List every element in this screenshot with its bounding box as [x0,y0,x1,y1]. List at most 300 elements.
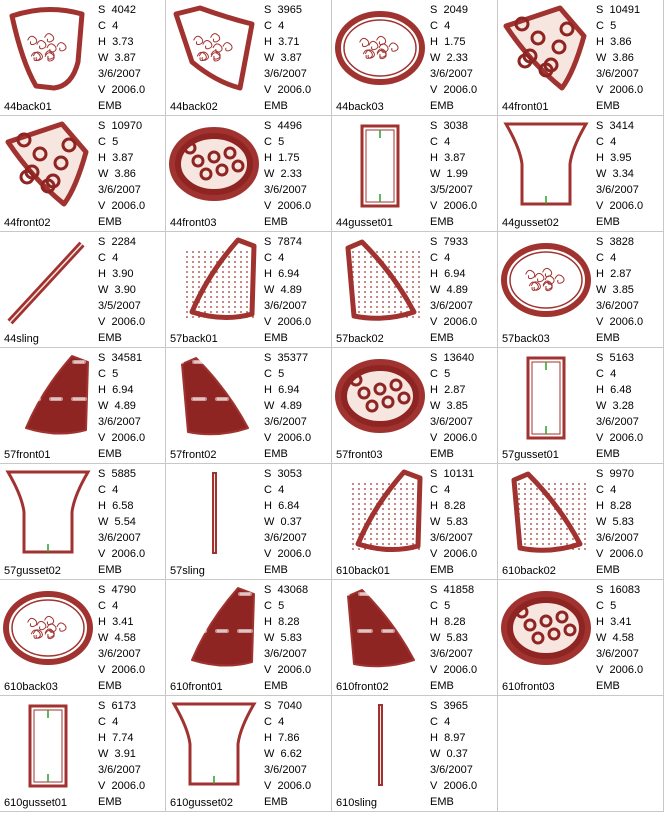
color-count [430,366,477,382]
version-value [430,82,477,98]
stat-value: 2006.0 [111,200,146,212]
design-filename: 57gusset02 [4,565,61,577]
stat-value: 3.41 [610,616,632,628]
file-type: EMB [264,332,288,344]
color-count [430,714,477,730]
stat-value: 3.73 [112,36,134,48]
design-stats [596,234,643,346]
width-value [264,166,311,182]
embroidery-thumbnail [168,118,260,210]
stat-value: 6.94 [278,384,300,396]
stat-label: H [596,616,604,628]
date-value: 3/6/2007 [596,68,639,80]
embroidery-thumbnail [334,582,426,674]
design-tile[interactable] [0,580,166,696]
height-value [264,614,311,630]
design-tile[interactable] [332,116,498,232]
design-filename: 610sling [336,797,377,809]
version-value [430,546,477,562]
design-tile[interactable] [332,696,498,812]
width-value [98,282,145,298]
stitch-count [596,118,643,134]
stat-label: S [430,236,438,248]
stat-value: 4 [278,252,285,264]
stat-value: 10131 [443,468,475,480]
embroidery-thumbnail [500,234,592,326]
file-type: EMB [430,216,454,228]
stat-label: V [264,200,272,212]
stat-label: V [430,432,438,444]
design-stats [264,466,311,578]
design-tile[interactable] [332,0,498,116]
stat-value: 6.94 [112,384,134,396]
embroidery-thumbnail [334,234,426,326]
color-count [98,134,145,150]
design-stats [596,466,643,578]
stat-label: H [596,36,604,48]
stat-label: H [264,384,272,396]
version-value [98,198,145,214]
design-filename: 44back01 [4,101,52,113]
embroidery-thumbnail [168,234,260,326]
height-value [98,34,145,50]
design-stats [430,350,477,462]
height-value [596,150,643,166]
design-tile[interactable] [166,0,332,116]
stat-value: 4 [112,716,119,728]
stat-value: 5885 [111,468,136,480]
embroidery-thumbnail [334,466,426,558]
design-tile[interactable] [498,464,664,580]
stitch-count [264,2,311,18]
design-tile[interactable] [166,232,332,348]
stat-value: 4 [278,716,285,728]
stat-value: 2.87 [444,384,466,396]
stat-label: H [98,36,106,48]
design-filename: 610front02 [336,681,389,693]
stat-label: V [264,548,272,560]
stat-value: 0.37 [446,748,468,760]
version-value [264,198,311,214]
width-value [264,398,311,414]
stat-value: 3053 [277,468,302,480]
stat-value: 4 [610,368,617,380]
stat-value: 2006.0 [277,664,312,676]
design-tile[interactable] [0,0,166,116]
stat-value: 4 [610,252,617,264]
height-value [596,266,643,282]
design-filename: 610back02 [502,565,556,577]
stat-value: 5 [278,136,285,148]
design-stats [98,234,145,346]
stat-label: W [264,400,275,412]
stat-value: 8.28 [444,500,466,512]
width-value [430,50,477,66]
stat-value: 4790 [111,584,136,596]
height-value [596,498,643,514]
stat-label: W [98,284,109,296]
stat-label: H [98,616,106,628]
stat-label: H [264,500,272,512]
height-value [430,266,477,282]
height-value [98,730,145,746]
design-tile[interactable] [498,0,664,116]
design-filename: 610gusset01 [4,797,67,809]
stitch-count [98,118,145,134]
stat-label: C [596,136,604,148]
stat-label: H [430,384,438,396]
stat-label: S [596,352,604,364]
design-tile[interactable] [0,116,166,232]
stat-label: S [264,4,272,16]
design-stats [98,350,145,462]
file-type: EMB [98,216,122,228]
stat-value: 13640 [443,352,475,364]
embroidery-thumbnail [334,118,426,210]
empty-tile [498,696,664,812]
stat-label: W [430,52,441,64]
design-filename: 44front03 [170,217,217,229]
version-value [264,430,311,446]
stat-value: 6.48 [610,384,632,396]
design-tile[interactable] [332,580,498,696]
stat-value: 10970 [111,120,143,132]
design-filename: 44gusset01 [336,217,393,229]
stat-label: H [430,500,438,512]
stat-label: S [430,584,438,596]
design-filename: 610front03 [502,681,555,693]
width-value [430,398,477,414]
date-value: 3/6/2007 [596,416,639,428]
stat-value: 4496 [277,120,302,132]
stat-value: 4 [112,484,119,496]
stat-label: V [430,664,438,676]
stat-value: 3.87 [114,52,136,64]
date-value: 3/6/2007 [98,416,141,428]
stat-value: 4.89 [446,284,468,296]
stat-value: 2006.0 [277,548,312,560]
date-value: 3/6/2007 [98,648,141,660]
stat-label: H [430,36,438,48]
stat-value: 3.87 [112,152,134,164]
stat-value: 35377 [277,352,309,364]
stat-value: 3.90 [112,268,134,280]
stitch-count [596,234,643,250]
stat-label: W [596,168,607,180]
date-value: 3/6/2007 [264,764,307,776]
width-value [98,514,145,530]
stitch-count [430,350,477,366]
date-value: 3/6/2007 [596,648,639,660]
design-tile[interactable] [0,464,166,580]
embroidery-thumbnail [500,582,592,674]
stat-value: 2006.0 [443,432,478,444]
design-filename: 44front01 [502,101,549,113]
stat-value: 3.86 [610,36,632,48]
stat-value: 2006.0 [443,664,478,676]
file-type: EMB [596,332,620,344]
design-tile[interactable] [0,696,166,812]
design-tile[interactable] [166,464,332,580]
stat-value: 5.83 [446,632,468,644]
stat-label: W [430,748,441,760]
design-tile[interactable] [166,696,332,812]
stat-label: W [264,632,275,644]
stat-value: 5 [444,600,451,612]
stat-label: H [98,500,106,512]
design-tile[interactable] [332,348,498,464]
date-value: 3/6/2007 [430,300,473,312]
file-type: EMB [430,332,454,344]
embroidery-thumbnail [2,2,94,94]
design-tile[interactable] [332,464,498,580]
color-count [430,482,477,498]
stat-value: 5 [444,368,451,380]
stitch-count [430,698,477,714]
color-count [596,18,643,34]
stat-value: 5 [278,368,285,380]
color-count [264,134,311,150]
stat-value: 3.28 [612,400,634,412]
stat-value: 3.86 [114,168,136,180]
embroidery-thumbnail [2,698,94,790]
file-type: EMB [264,796,288,808]
stat-label: W [264,52,275,64]
height-value [430,34,477,50]
design-filename: 44front02 [4,217,51,229]
stat-value: 2006.0 [277,316,312,328]
stat-value: 2006.0 [443,316,478,328]
stat-label: V [98,84,106,96]
design-filename: 57front01 [4,449,51,461]
stat-value: 2006.0 [111,548,146,560]
design-filename: 610back01 [336,565,390,577]
stat-label: S [264,468,272,480]
stat-value: 2006.0 [111,664,146,676]
stitch-count [98,698,145,714]
design-tile[interactable] [0,348,166,464]
stat-value: 5.83 [612,516,634,528]
stat-value: 41858 [443,584,475,596]
color-count [98,598,145,614]
stat-value: 6.84 [278,500,300,512]
design-stats [264,698,311,810]
stat-label: S [596,584,604,596]
stitch-count [264,582,311,598]
design-tile[interactable] [166,580,332,696]
stat-value: 2006.0 [277,200,312,212]
stat-label: C [98,136,106,148]
stat-value: 4.89 [280,400,302,412]
stat-value: 3.34 [612,168,634,180]
design-tile[interactable] [166,348,332,464]
height-value [264,266,311,282]
stat-label: S [430,468,438,480]
stat-value: 4.58 [114,632,136,644]
design-tile[interactable] [0,232,166,348]
stat-label: C [430,600,438,612]
design-filename: 44sling [4,333,39,345]
stat-label: S [430,120,438,132]
height-value [264,498,311,514]
design-stats [596,582,643,694]
color-count [430,598,477,614]
stat-label: V [98,200,106,212]
stat-label: S [98,584,106,596]
stat-value: 4.89 [114,400,136,412]
stat-label: C [98,368,106,380]
stat-label: W [98,632,109,644]
height-value [430,730,477,746]
date-value: 3/5/2007 [430,184,473,196]
width-value [430,514,477,530]
stat-value: 2006.0 [443,548,478,560]
height-value [264,382,311,398]
stat-value: 4 [278,484,285,496]
design-filename: 57front03 [336,449,383,461]
width-value [98,398,145,414]
file-type: EMB [98,448,122,460]
stat-label: W [596,284,607,296]
width-value [98,166,145,182]
version-value [430,430,477,446]
version-value [596,314,643,330]
stat-label: C [596,252,604,264]
stat-value: 2006.0 [609,200,644,212]
date-value: 3/6/2007 [430,764,473,776]
stat-value: 9970 [609,468,634,480]
embroidery-thumbnail [2,582,94,674]
stat-label: V [596,316,604,328]
design-filename: 57sling [170,565,205,577]
stat-value: 2006.0 [111,316,146,328]
embroidery-thumbnail [500,466,592,558]
stat-label: H [596,268,604,280]
width-value [98,630,145,646]
stat-value: 3.87 [280,52,302,64]
stat-label: S [98,236,106,248]
embroidery-thumbnail [168,582,260,674]
design-filename: 57back03 [502,333,550,345]
stitch-count [98,2,145,18]
design-filename: 610gusset02 [170,797,233,809]
version-value [430,198,477,214]
embroidery-thumbnail [2,350,94,442]
date-value: 3/6/2007 [430,68,473,80]
embroidery-thumbnail [500,350,592,442]
stat-label: H [264,268,272,280]
stat-label: W [98,400,109,412]
date-value: 3/6/2007 [596,300,639,312]
stat-label: C [264,252,272,264]
stat-label: H [430,268,438,280]
stat-value: 4 [112,600,119,612]
stat-value: 2006.0 [443,200,478,212]
height-value [264,34,311,50]
stat-value: 3038 [443,120,468,132]
stat-value: 7.86 [278,732,300,744]
width-value [596,514,643,530]
stat-label: C [596,368,604,380]
stat-label: V [596,548,604,560]
stat-label: C [596,484,604,496]
stitch-count [430,234,477,250]
design-stats [430,234,477,346]
design-tile[interactable] [332,232,498,348]
design-tile[interactable] [498,232,664,348]
file-type: EMB [430,680,454,692]
stat-label: S [264,120,272,132]
stat-value: 6.62 [280,748,302,760]
stat-label: W [264,516,275,528]
height-value [596,382,643,398]
design-tile[interactable] [498,580,664,696]
stat-value: 3828 [609,236,634,248]
stat-value: 2.87 [610,268,632,280]
version-value [264,662,311,678]
color-count [596,366,643,382]
stat-value: 7874 [277,236,302,248]
design-stats [430,466,477,578]
date-value: 3/6/2007 [98,764,141,776]
width-value [264,630,311,646]
stat-label: V [98,316,106,328]
width-value [264,746,311,762]
stat-label: C [430,20,438,32]
design-tile[interactable] [498,348,664,464]
stat-label: H [98,152,106,164]
stat-label: S [430,4,438,16]
stat-value: 3.85 [446,400,468,412]
stat-value: 5 [610,20,617,32]
file-type: EMB [264,216,288,228]
height-value [98,150,145,166]
color-count [98,250,145,266]
design-tile[interactable] [498,116,664,232]
design-filename: 44gusset02 [502,217,559,229]
color-count [596,482,643,498]
stat-label: C [98,252,106,264]
stat-label: V [596,432,604,444]
stat-label: C [430,136,438,148]
stat-label: V [430,316,438,328]
stat-label: W [98,748,109,760]
stat-label: V [596,84,604,96]
stat-value: 4.89 [280,284,302,296]
design-tile[interactable] [166,116,332,232]
color-count [430,250,477,266]
height-value [264,150,311,166]
design-stats [430,582,477,694]
file-type: EMB [98,796,122,808]
embroidery-thumbnail [2,466,94,558]
color-count [430,18,477,34]
color-count [264,598,311,614]
height-value [98,266,145,282]
version-value [98,778,145,794]
stat-value: 8.28 [444,616,466,628]
stat-label: S [264,700,272,712]
stat-label: H [98,268,106,280]
stat-value: 2006.0 [277,432,312,444]
stat-value: 4 [444,136,451,148]
width-value [430,166,477,182]
width-value [596,166,643,182]
stat-label: V [596,664,604,676]
embroidery-thumbnail [334,350,426,442]
stat-label: S [98,352,106,364]
stat-label: V [98,780,106,792]
